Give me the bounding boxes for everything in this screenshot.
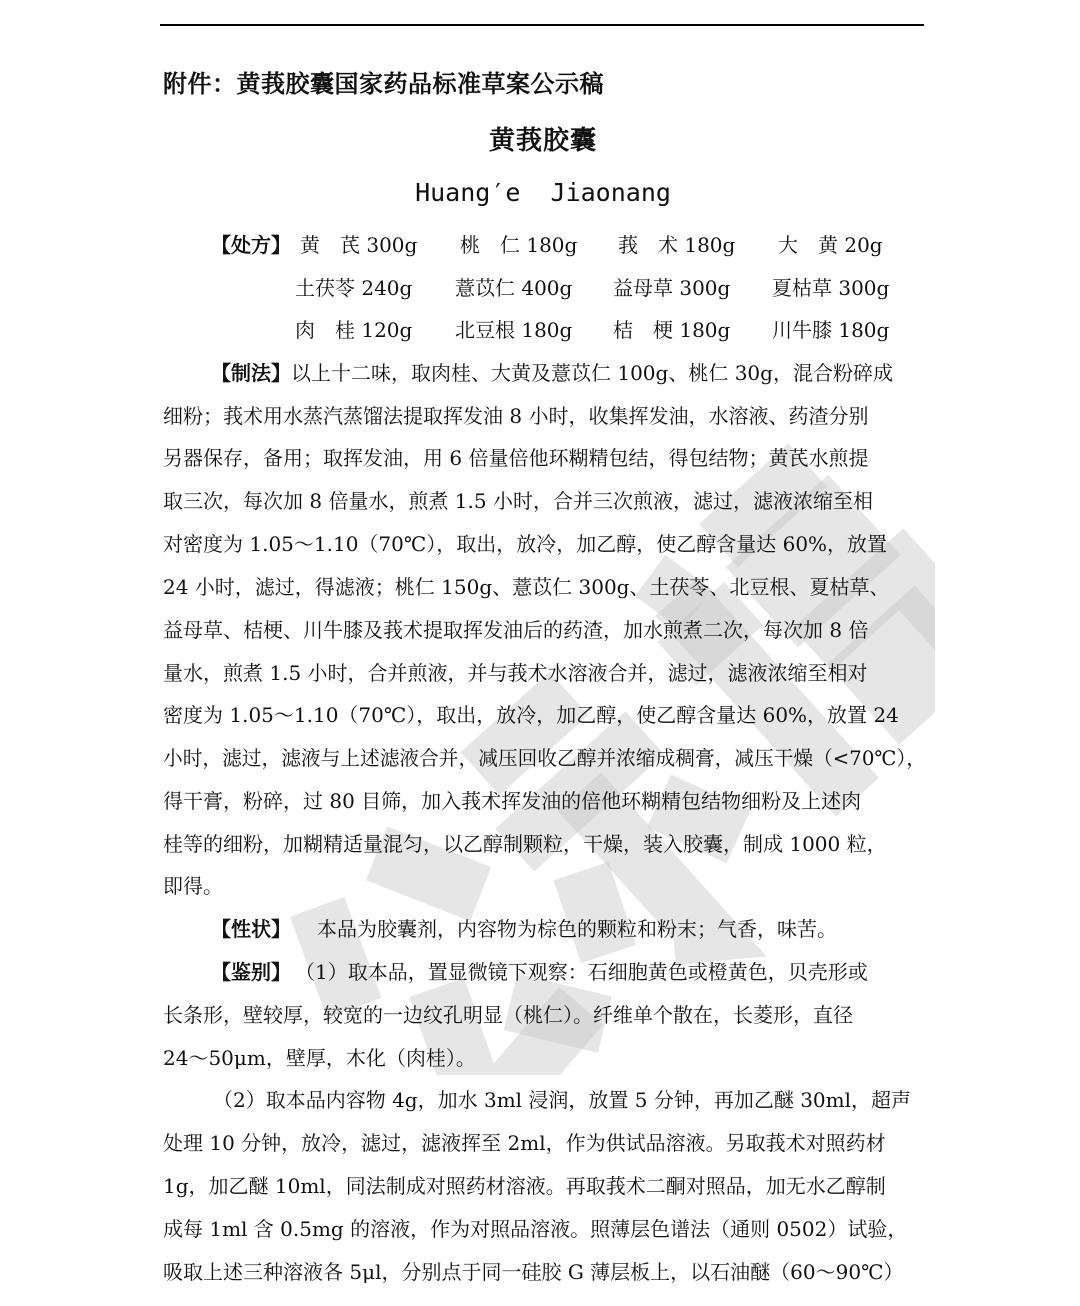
prescription-item: 薏苡仁 400g xyxy=(455,276,573,300)
method-first-line xyxy=(211,361,893,386)
prescription-label: 【处方】 xyxy=(211,233,291,257)
method-line: 小时，滤过，滤液与上述滤液合并，减压回收乙醇并浓缩成稠膏，减压干燥（<70℃）， xyxy=(163,746,926,770)
identification-line: 处理 10 分钟，放冷，滤过，滤液挥至 2ml，作为供试品溶液。另取莪术对照药材 xyxy=(163,1131,886,1155)
character-label: 【性状】 xyxy=(211,917,291,941)
method-line: 量水，煎煮 1.5 小时，合并煎液，并与莪术水溶液合并，滤过，滤液浓缩至相对 xyxy=(163,661,868,685)
identification-line: 吸取上述三种溶液各 5μl，分别点于同一硅胶 G 薄层板上，以石油醚（60～90℃） xyxy=(163,1260,904,1284)
method-line: 另器保存，备用；取挥发油，用 6 倍量倍他环糊精包结，得包结物；黄芪水煎提 xyxy=(163,446,869,470)
document-title: 黄莪胶囊 xyxy=(488,126,597,156)
prescription-item: 桃 仁 180g xyxy=(460,233,578,257)
method-line: 密度为 1.05～1.10（70℃），取出，放冷，加乙醇，使乙醇含量达 60%，放置 24 xyxy=(163,703,899,727)
prescription-item: 夏枯草 300g xyxy=(772,276,890,300)
prescription-item: 大 黄 20g xyxy=(778,233,883,257)
identification-label: 【鉴别】 xyxy=(211,960,291,984)
prescription-item: 桔 梗 180g xyxy=(613,318,731,342)
method-label: 【制法】 xyxy=(211,361,291,385)
character-text: 本品为胶囊剂，内容物为棕色的颗粒和粉末；气香，味苦。 xyxy=(317,917,837,941)
prescription-item: 莪 术 180g xyxy=(618,233,736,257)
method-line: 桂等的细粉，加糊精适量混匀，以乙醇制颗粒，干燥，装入胶囊，制成 1000 粒， xyxy=(163,832,887,856)
prescription-item: 北豆根 180g xyxy=(455,318,573,342)
prescription-label-line xyxy=(211,233,291,258)
character-line xyxy=(211,917,837,942)
method-line: 即得。 xyxy=(163,874,223,898)
prescription-item: 黄 芪 300g xyxy=(300,233,418,257)
prescription-item: 川牛膝 180g xyxy=(772,318,890,342)
method-line: 对密度为 1.05～1.10（70℃），取出，放冷，加乙醇，使乙醇含量达 60%，放置 xyxy=(163,532,888,556)
document-pinyin: Huang′e Jiaonang xyxy=(415,178,671,207)
prescription-item: 肉 桂 120g xyxy=(295,318,413,342)
identification-line: 成每 1ml 含 0.5mg 的溶液，作为对照品溶液。照薄层色谱法（通则 0502）试验， xyxy=(163,1217,908,1241)
method-line: 益母草、桔梗、川牛膝及莪术提取挥发油后的药渣，加水煎煮二次，每次加 8 倍 xyxy=(163,618,869,642)
prescription-item: 土茯苓 240g xyxy=(295,276,413,300)
identification-line: 1g，加乙醚 10ml，同法制成对照药材溶液。再取莪术二酮对照品，加无水乙醇制 xyxy=(163,1174,886,1198)
method-line: 得干膏，粉碎，过 80 目筛，加入莪术挥发油的倍他环糊精包结物细粉及上述肉 xyxy=(163,789,862,813)
identification-first-line xyxy=(211,960,868,985)
attachment-title: 附件：黄莪胶囊国家药品标准草案公示稿 xyxy=(163,70,604,98)
prescription-item: 益母草 300g xyxy=(613,276,731,300)
method-line: 取三次，每次加 8 倍量水，煎煮 1.5 小时，合并三次煎液，滤过，滤液浓缩至相 xyxy=(163,489,873,513)
method-line: 24 小时，滤过，得滤液；桃仁 150g、薏苡仁 300g、土茯苓、北豆根、夏枯草、 xyxy=(163,575,890,599)
identification-para2-first-line: （2）取本品内容物 4g，加水 3ml 浸润，放置 5 分钟，再加乙醚 30ml，超声 xyxy=(213,1088,912,1112)
method-text: 以上十二味，取肉桂、大黄及薏苡仁 100g、桃仁 30g，混合粉碎成 xyxy=(291,361,893,385)
method-line: 细粉；莪术用水蒸汽蒸馏法提取挥发油 8 小时，收集挥发油，水溶液、药渣分别 xyxy=(163,404,869,428)
identification-line: 24～50μm，壁厚，木化（肉桂）。 xyxy=(163,1046,476,1070)
identification-line: 长条形，壁较厚，较宽的一边纹孔明显（桃仁）。纤维单个散在，长菱形，直径 xyxy=(163,1003,853,1027)
identification-text: （1）取本品，置显微镜下观察：石细胞黄色或橙黄色，贝壳形或 xyxy=(305,960,868,984)
